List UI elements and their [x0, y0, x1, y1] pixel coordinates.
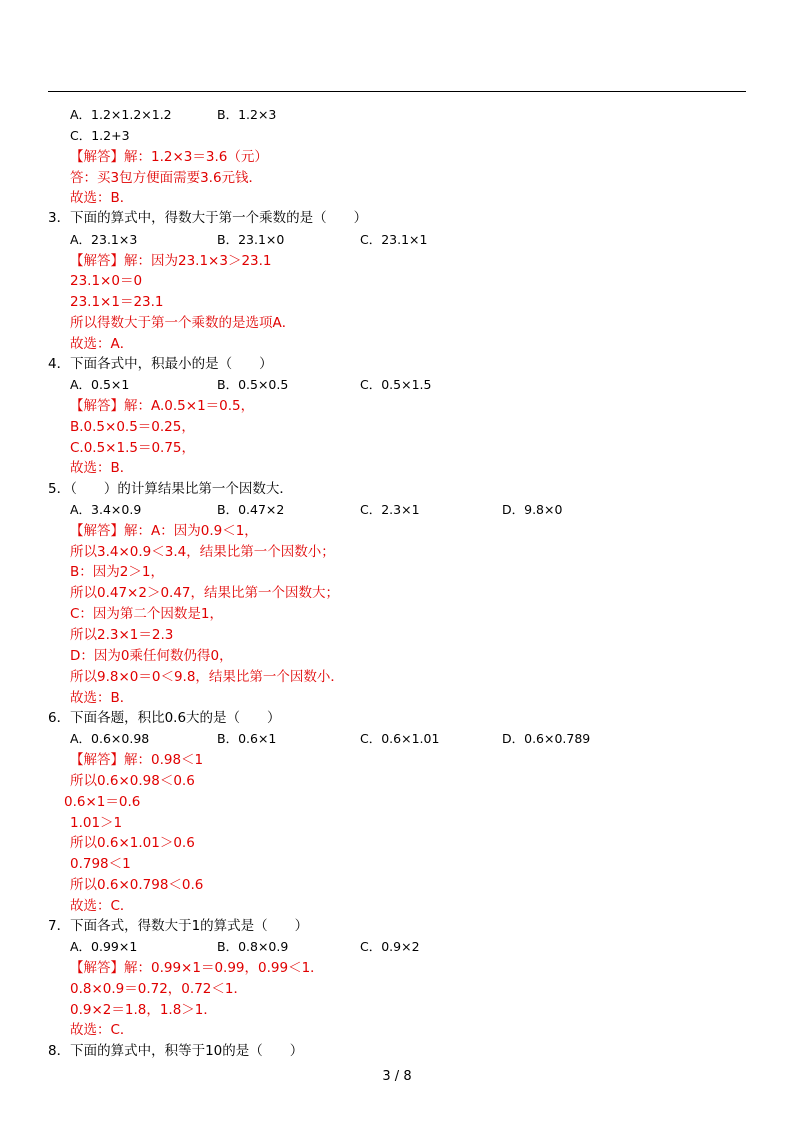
q5-solution-line: 所以0.47×2＞0.47，结果比第一个因数大； — [70, 585, 340, 601]
q6-answer: 故选：C． — [70, 898, 134, 914]
page-number: 3 / 8 — [382, 1069, 412, 1084]
q5-option-c: C．2.3×1 — [360, 502, 420, 517]
q4-option-b: B．0.5×0.5 — [217, 377, 289, 392]
q3-answer: 故选：A． — [70, 336, 134, 352]
q3-solution-line: 【解答】解：因为23.1×3＞23.1 — [70, 253, 272, 269]
q3-solution-line: 23.1×0＝0 — [70, 273, 143, 289]
q2-option-c: C．1.2+3 — [70, 128, 130, 143]
q7-option-a: A．0.99×1 — [70, 939, 138, 954]
q6-stem: 6．下面各题，积比0.6大的是（ ） — [48, 710, 281, 726]
q5-solution-line: C：因为第二个因数是1， — [70, 606, 224, 622]
q7-solution-line: 0.8×0.9＝0.72，0.72＜1． — [70, 981, 247, 997]
q2-option-a: A．1.2×1.2×1.2 — [70, 107, 172, 122]
q6-solution-line: 所以0.6×1.01＞0.6 — [70, 835, 195, 851]
q5-option-d: D．9.8×0 — [502, 502, 563, 517]
q3-solution-line: 所以得数大于第一个乘数的是选项A． — [70, 315, 296, 331]
q6-option-b: B．0.6×1 — [217, 731, 277, 746]
q5-solution-line: D：因为0乘任何数仍得0， — [70, 648, 233, 664]
q4-solution-line: B.0.5×0.5＝0.25， — [70, 419, 195, 435]
q2-answer: 故选：B． — [70, 190, 134, 206]
q5-answer: 故选：B． — [70, 690, 134, 706]
q5-solution-line: B：因为2＞1， — [70, 564, 164, 580]
q4-solution-line: 【解答】解：A.0.5×1＝0.5， — [70, 398, 255, 414]
q2-option-b: B．1.2×3 — [217, 107, 277, 122]
q6-solution-line: 0.6×1＝0.6 — [64, 794, 141, 810]
q6-option-c: C．0.6×1.01 — [360, 731, 440, 746]
header-rule — [48, 91, 746, 92]
q6-option-d: D．0.6×0.789 — [502, 731, 591, 746]
q4-solution-line: C.0.5×1.5＝0.75， — [70, 440, 196, 456]
q6-solution-line: 1.01＞1 — [70, 815, 123, 831]
q6-solution-line: 【解答】解：0.98＜1 — [70, 752, 204, 768]
q5-solution-line: 所以2.3×1＝2.3 — [70, 627, 174, 643]
q7-answer: 故选：C． — [70, 1022, 134, 1038]
q5-option-a: A．3.4×0.9 — [70, 502, 142, 517]
q3-solution-line: 23.1×1＝23.1 — [70, 294, 164, 310]
q2-solution-line: 【解答】解：1.2×3＝3.6（元） — [70, 149, 268, 165]
q4-option-c: C．0.5×1.5 — [360, 377, 432, 392]
q2-solution-line: 答：买3包方便面需要3.6元钱． — [70, 170, 263, 186]
q5-stem: 5．（ ）的计算结果比第一个因数大． — [48, 481, 293, 497]
q4-answer: 故选：B． — [70, 460, 134, 476]
q6-solution-line: 0.798＜1 — [70, 856, 131, 872]
q8-stem: 8．下面的算式中，积等于10的是（ ） — [48, 1043, 304, 1059]
q5-solution-line: 所以3.4×0.9＜3.4，结果比第一个因数小； — [70, 544, 335, 560]
q6-option-a: A．0.6×0.98 — [70, 731, 150, 746]
q3-option-a: A．23.1×3 — [70, 232, 138, 247]
q3-stem: 3．下面的算式中，得数大于第一个乘数的是（ ） — [48, 210, 368, 226]
q5-option-b: B．0.47×2 — [217, 502, 285, 517]
q6-solution-line: 所以0.6×0.798＜0.6 — [70, 877, 204, 893]
q6-solution-line: 所以0.6×0.98＜0.6 — [70, 773, 195, 789]
q4-stem: 4．下面各式中，积最小的是（ ） — [48, 356, 273, 372]
q3-option-c: C．23.1×1 — [360, 232, 428, 247]
q7-option-c: C．0.9×2 — [360, 939, 420, 954]
q7-option-b: B．0.8×0.9 — [217, 939, 289, 954]
q3-option-b: B．23.1×0 — [217, 232, 285, 247]
q4-option-a: A．0.5×1 — [70, 377, 130, 392]
q7-stem: 7．下面各式，得数大于1的算式是（ ） — [48, 918, 309, 934]
q5-solution-line: 所以9.8×0＝0＜9.8，结果比第一个因数小． — [70, 669, 344, 685]
q7-solution-line: 【解答】解：0.99×1＝0.99，0.99＜1． — [70, 960, 324, 976]
q7-solution-line: 0.9×2＝1.8，1.8＞1． — [70, 1002, 217, 1018]
q5-solution-line: 【解答】解：A：因为0.9＜1， — [70, 523, 258, 539]
